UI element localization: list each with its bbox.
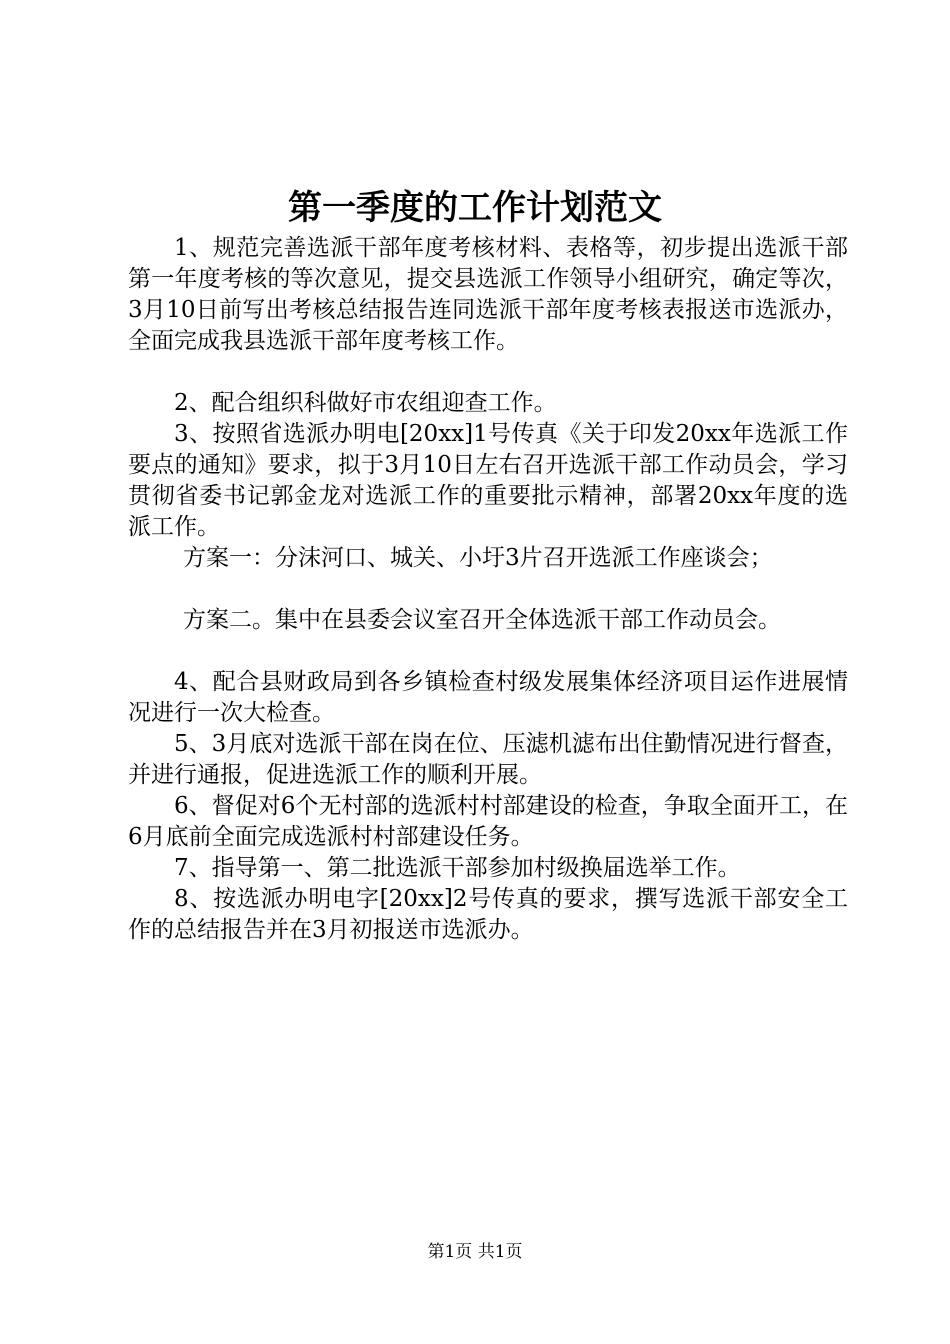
paragraph-7: 7、指导第一、第二批选派干部参加村级换届选举工作。	[174, 855, 741, 881]
plan-one: 方案一：分沫河口、城关、小圩3片召开选派工作座谈会；	[183, 545, 773, 571]
document-title: 第一季度的工作计划范文	[288, 188, 662, 228]
paragraph-3: 3、按照省选派办明电[20xx]1号传真《关于印发20xx年选派工作要点的通知》要求，拟于3月10日左右召开选派干部工作动员会，学习贯彻省委书记郭金龙对选派工作的重要批示精神，部署20xx年度的选派工作。	[128, 421, 848, 540]
paragraph-6: 6、督促对6个无村部的选派村村部建设的检查，争取全面开工，在6月底前全面完成选派村村部建设任务。	[128, 793, 848, 850]
paragraph-8: 8、按选派办明电字[20xx]2号传真的要求，撰写选派干部安全工作的总结报告并在3月初报送市选派办。	[128, 886, 848, 943]
paragraph-spacer	[128, 357, 848, 388]
paragraph-5: 5、3月底对选派干部在岗在位、压滤机滤布出住勤情况进行督查，并进行通报，促进选派工作的顺利开展。	[128, 731, 848, 788]
plan-two: 方案二。集中在县委会议室召开全体选派干部工作动员会。	[183, 607, 781, 633]
paragraph-1: 1、规范完善选派干部年度考核材料、表格等，初步提出选派干部第一年度考核的等次意见，提交县选派工作领导小组研究，确定等次，3月10日前写出考核总结报告连同选派干部年度考核表报送市选派办，全面完成我县选派干部年度考核工作。	[128, 235, 848, 354]
paragraph-2: 2、配合组织科做好市农组迎查工作。	[174, 390, 557, 416]
paragraph-spacer	[128, 636, 848, 667]
paragraph-4: 4、配合县财政局到各乡镇检查村级发展集体经济项目运作进展情况进行一次大检查。	[128, 669, 848, 726]
document-body	[128, 233, 848, 946]
page-footer: 第1页 共1页	[427, 1242, 523, 1262]
paragraph-spacer	[128, 574, 848, 605]
